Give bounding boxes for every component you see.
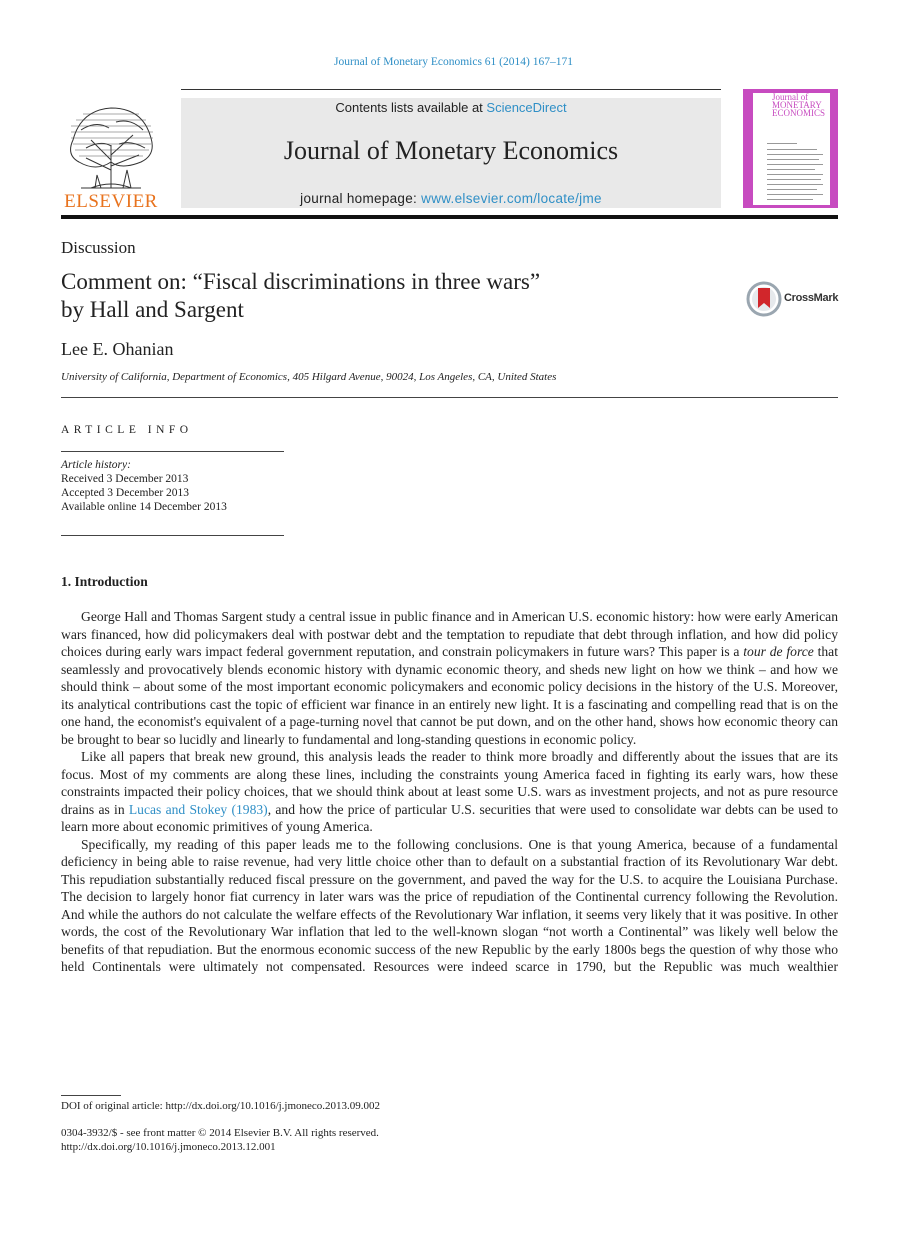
article-info-heading: ARTICLE INFO	[61, 424, 193, 436]
p2-text-b: , and how the price of particular U.S. securities that were used to consolidate war debts can be used to learn more about economic primitives of young America.	[61, 801, 838, 834]
cover-rule	[767, 194, 823, 195]
title-line-1: Comment on: “Fiscal discriminations in three wars”	[61, 269, 541, 294]
journal-homepage	[181, 191, 721, 206]
cover-rule	[767, 149, 817, 150]
paragraph-3: Specifically, my reading of this paper leads me to the following conclusions. One is that young America, because of a fundamental deficiency in being able to raise revenue, had very little choice other than to default on a substantial fraction of its Revolutionary War debt. This repudiation substantially reduced fiscal pressure on the government, and paved the way for the U.S. to acquire the Louisiana Purchase. The decision to largely honor fiat currency in later wars was the price of repudiation of the Continental currency following the Revolution. And while the authors do not calculate the welfare effects of the Revolutionary War inflation, it seems very likely that it was positive. In other words, the cost of the Revolutionary War inflation that led to the well-known slogan “not worth a Continental” was likely well below the benefits of that repudiation. But the enormous economic success of the new Republic by the early 1800s begs the question of why those who held Continentals were ultimately not compensated. Resources were indeed scarce in 1790, but the Republic was much wealthier	[61, 836, 838, 974]
cover-title: Journal of MONETARY ECONOMICS	[772, 92, 826, 118]
article-title	[61, 268, 701, 324]
contents-availability	[181, 100, 721, 115]
contents-prefix: Contents lists available at	[335, 100, 487, 115]
article-info-rule-bottom	[61, 535, 284, 536]
footnote-rule	[61, 1095, 121, 1096]
elsevier-wordmark[interactable]: ELSEVIER	[64, 191, 158, 212]
article-doi-link[interactable]: http://dx.doi.org/10.1016/j.jmoneco.2013.12.001	[61, 1141, 276, 1153]
cover-rule	[767, 189, 817, 190]
cover-rule	[767, 174, 823, 175]
section-type: Discussion	[61, 238, 136, 257]
title-line-2: by Hall and Sargent	[61, 297, 244, 322]
sciencedirect-link[interactable]: ScienceDirect	[486, 100, 567, 115]
received-date: Received 3 December 2013	[61, 473, 189, 485]
journal-title: Journal of Monetary Economics	[283, 136, 619, 165]
title-divider	[61, 397, 838, 398]
cover-rule	[767, 169, 815, 170]
cover-rule	[767, 164, 823, 165]
cover-rule	[767, 199, 813, 200]
p2-text-a: Like all papers that break new ground, this analysis leads the reader to think more broadly and differently about the issues that are its focus. Most of my comments are along these lines, including the constraints young America faced in fighting its early wars, how these constraints impacted their policy choices, that we should think about at least some U.S. wars as investment projects, and not as pure resource drains as in	[61, 749, 838, 817]
p1-italic: tour de force	[743, 644, 814, 659]
cover-rule	[767, 154, 823, 155]
history-label: Article history:	[61, 459, 131, 471]
homepage-prefix: journal homepage:	[300, 191, 422, 206]
original-article-doi: DOI of original article: http://dx.doi.org/10.1016/j.jmoneco.2013.09.002	[61, 1100, 381, 1112]
header-thick-rule	[61, 215, 838, 219]
cover-rule	[767, 184, 823, 185]
cover-rule	[767, 159, 819, 160]
journal-banner	[181, 98, 721, 208]
paragraph-1	[61, 608, 838, 748]
article-info-rule-top	[61, 451, 284, 452]
accepted-date: Accepted 3 December 2013	[61, 487, 190, 499]
author-name[interactable]: Lee E. Ohanian	[61, 339, 174, 359]
cover-rule	[767, 179, 821, 180]
crossmark-label[interactable]: CrossMark	[784, 292, 839, 304]
journal-cover-thumbnail[interactable]	[743, 89, 838, 208]
copyright-line: 0304-3932/$ - see front matter © 2014 Elsevier B.V. All rights reserved.	[61, 1127, 379, 1139]
homepage-link[interactable]: www.elsevier.com/locate/jme	[421, 191, 602, 206]
cover-rule	[767, 143, 797, 144]
p1-text-b: that seamlessly and provocatively blends economic history with dynamic economic theory, and sheds new light on how we think – and how we should think – about some of the most important economic policymakers and economic policy decisions in the history of the U.S. Moreover, its analytical contributions cast the topic of efficient war finance in an entirely new light. It is a fascinating and compelling read that is on the one hand, the economist's equivalent of a page-turning novel that cannot be put down, and on the other hand, shows how economic theory can be brought to bear so lucidly and linearly to fundamental and long-standing questions in economic policy.	[61, 644, 838, 747]
citation-link-lucas-stokey[interactable]: Lucas and Stokey (1983)	[128, 801, 268, 817]
p1-text-a: George Hall and Thomas Sargent study a central issue in public finance and in American U.S. economic history: how were early American wars financed, how did policymakers deal with postwar debt and the temptation to repudiate that debt through inflation, and how did policy choices during early wars impact federal government reputation, and constrain policymakers in future wars? This paper is a	[61, 609, 838, 659]
online-date: Available online 14 December 2013	[61, 501, 227, 513]
author-affiliation: University of California, Department of Economics, 405 Hilgard Avenue, 90024, Los Angeles, CA, United States	[61, 371, 557, 383]
article-history	[61, 458, 227, 514]
journal-reference[interactable]: Journal of Monetary Economics 61 (2014) 167–171	[334, 56, 573, 68]
paragraph-2	[61, 748, 838, 836]
header-top-rule	[181, 89, 721, 90]
introduction-body	[61, 608, 838, 976]
section-heading-introduction: 1. Introduction	[61, 574, 148, 589]
